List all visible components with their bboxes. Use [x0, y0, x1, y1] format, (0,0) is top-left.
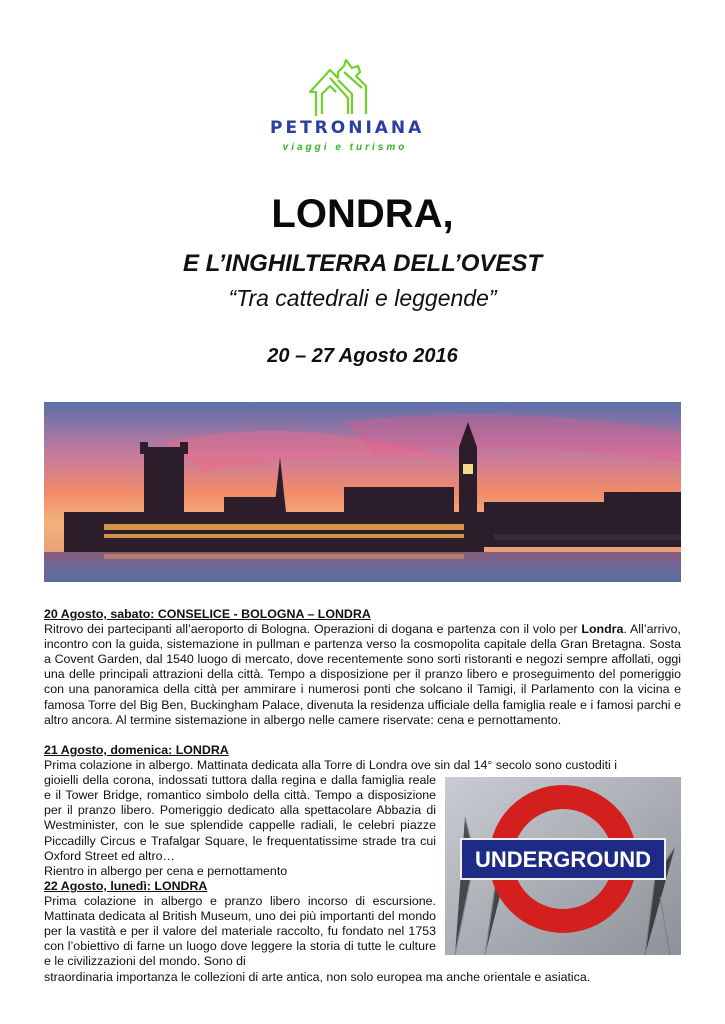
- day-2-heading: 21 Agosto, domenica: LONDRA: [44, 743, 229, 757]
- logo-tagline: viaggi e turismo: [282, 142, 408, 153]
- day-3-heading: 22 Agosto, lunedì: LONDRA: [44, 879, 208, 893]
- day-1-text-part: . All’arrivo, incontro con la guida, sistemazione in pullman e partenza verso la cosmopolita capitale della Gran Bretagna. Sosta a Covent Garden, dal 1540 luogo di mercato, dove recentemente sono sorti ristoranti e negozi sempre affollati, oggi una delle principali attrazioni della città. Tempo a disposizione per il pranzo libero e proseguimento del pomeriggio con una panoramica della città per ammirare i numerosi ponti che solcano il Tamigi, il Parlamento con la vicina e famosa Torre del Big Ben, Buckingham Palace, divenuta la residenza ufficiale della famiglia reale e i famosi parchi e altro ancora. Al termine sistemazione in albergo nelle camere riservate: cena e pernottamento.: [44, 622, 681, 727]
- day-1-text-part: Ritrovo dei partecipanti all’aeroporto di Bologna. Operazioni di dogana e partenza con il volo per: [44, 622, 582, 637]
- day-1-text: [44, 622, 681, 728]
- day-1-bold: Londra: [581, 622, 624, 637]
- day-1-heading: 20 Agosto, sabato: CONSELICE - BOLOGNA – LONDRA: [44, 607, 371, 621]
- page-title: LONDRA,: [271, 192, 454, 236]
- page-tagline: “Tra cattedrali e leggende”: [228, 285, 497, 311]
- house-logo-icon: [308, 58, 384, 118]
- underground-sign-label: UNDERGROUND: [475, 847, 651, 872]
- hero-image-westminster: [44, 402, 681, 582]
- itinerary-day-1: [44, 607, 681, 728]
- underground-sign-image: [445, 777, 681, 955]
- day-2-line-1: Prima colazione in albergo. Mattinata dedicata alla Torre di Londra ove sin dal 14° secolo sono custoditi i: [44, 758, 617, 773]
- logo-name: PETRONIANA: [270, 118, 425, 138]
- trip-dates: 20 – 27 Agosto 2016: [267, 345, 458, 367]
- page-subtitle: E L’INGHILTERRA DELL’OVEST: [182, 250, 543, 277]
- day-2-last: Rientro in albergo per cena e pernottamento: [44, 863, 288, 878]
- day-3-line-full: straordinaria importanza le collezioni di arte antica, non solo europea ma anche orientale e asiatica.: [44, 969, 591, 984]
- logo: [270, 58, 425, 158]
- day-2-text: gioielli della corona, indossati tuttora dalla regina e dalla famiglia reale e il Tower Bridge, romantico simbolo della città. Tempo a disposizione per il pranzo libero. Pomeriggio dedicato alla spettacolare Abbazia di Westminister, con le sue splendide cappelle radiali, le celebri piazze Piccadilly Circus e Trafalgar Square, le frequentatissime strade tra cui Oxford Street ed altro…: [44, 773, 436, 863]
- day-3-text: Prima colazione in albergo e pranzo libero incorso di escursione. Mattinata dedicata al British Museum, uno dei più importanti del mondo per la vastità e per il valore del materiale raccolto, fu fondato nel 1753 con l’obiettivo di farne un luogo dove leggere la storia di tutte le culture e le civilizzazioni del mondo. Sono di: [44, 894, 436, 969]
